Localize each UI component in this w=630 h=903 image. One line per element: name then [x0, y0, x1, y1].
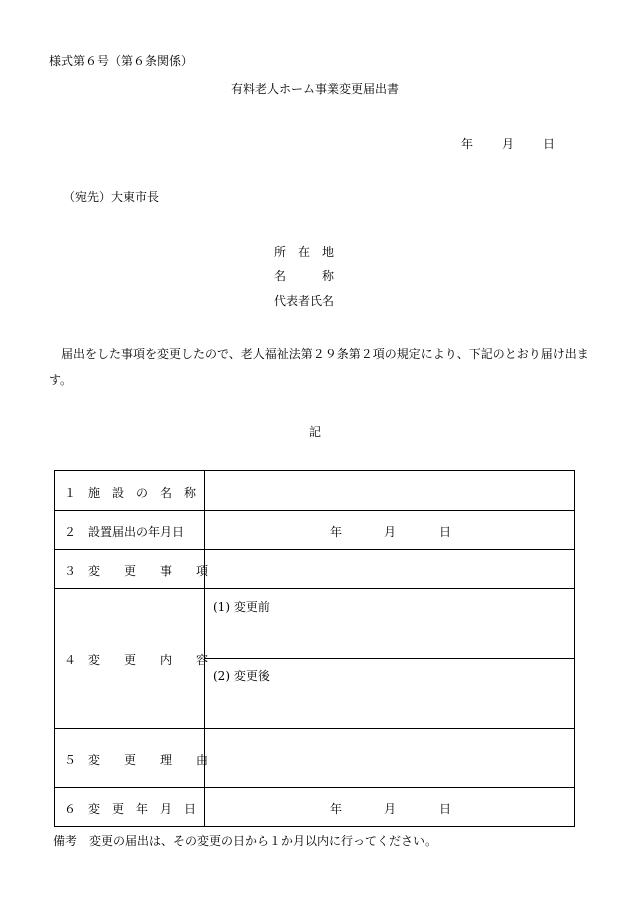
applicant-representative-label: 代表者氏名	[274, 294, 335, 308]
row4-before-label: (1) 変更前	[213, 600, 270, 614]
row6-year: 年	[330, 802, 343, 816]
row-facility-name-label: １ 施 設 の 名 称	[64, 486, 197, 500]
remarks-note: 備考 変更の届出は、その変更の日から１か月以内に行ってください。	[53, 834, 438, 848]
date-month: 月	[502, 137, 515, 151]
row-change-content-label: ４ 変 更 内 容	[64, 653, 209, 667]
notification-table	[54, 470, 575, 827]
body-text: 届出をした事項を変更したので、老人福祉法第２９条第２項の規定により、下記のとおり届け出ます。	[49, 347, 589, 387]
document-title: 有料老人ホーム事業変更届出書	[230, 82, 399, 96]
applicant-address-label: 所 在 地	[274, 245, 335, 259]
row6-month: 月	[384, 802, 397, 816]
date-day: 日	[543, 137, 556, 151]
ki-label: 記	[308, 425, 321, 439]
row-change-reason-label: ５ 変 更 理 由	[64, 753, 209, 767]
row6-day: 日	[439, 802, 452, 816]
row4-after-label: (2) 変更後	[213, 669, 270, 683]
row2-month: 月	[384, 525, 397, 539]
row2-day: 日	[439, 525, 452, 539]
row-establishment-date-label: ２ 設置届出の年月日	[64, 525, 185, 539]
date-year: 年	[461, 137, 474, 151]
addressee: （宛先）大東市長	[63, 190, 160, 204]
row-change-item-label: ３ 変 更 事 項	[64, 564, 209, 578]
row2-year: 年	[330, 525, 343, 539]
row-change-date-label: ６ 変 更 年 月 日	[64, 802, 197, 816]
form-number: 様式第６号（第６条関係）	[49, 54, 194, 68]
applicant-name-label: 名 称	[274, 269, 335, 283]
